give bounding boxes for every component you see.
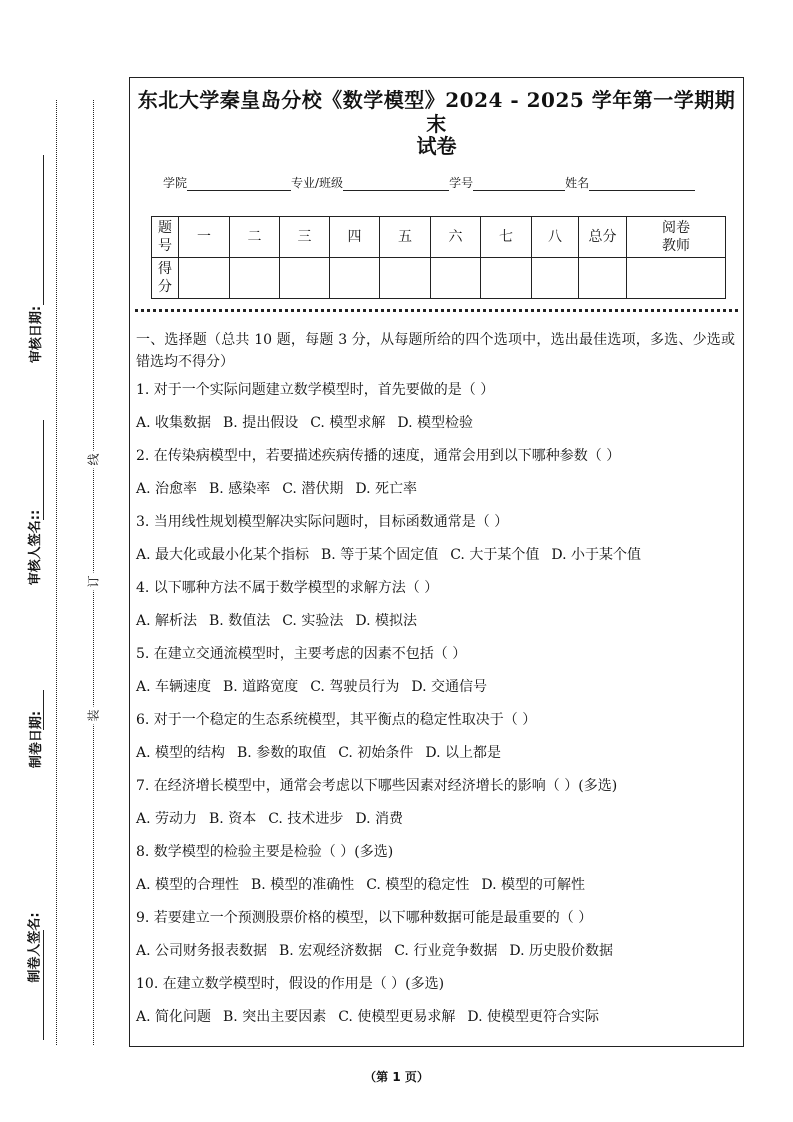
major-class-label: 专业/班级 (291, 176, 344, 190)
dotted-separator (135, 309, 738, 312)
option-a[interactable]: A. 简化问题 (136, 1009, 212, 1025)
question-text: 3. 当用线性规划模型解决实际问题时，目标函数通常是（ ） (136, 514, 509, 530)
binding-dotted-line-outer (56, 100, 57, 1045)
option-a[interactable]: A. 治愈率 (136, 481, 198, 497)
score-cell[interactable] (579, 258, 627, 299)
question-options (136, 876, 735, 909)
college-label: 学院 (163, 176, 188, 190)
score-cell[interactable] (532, 258, 579, 299)
question-options (136, 942, 735, 975)
score-table-score-row (152, 258, 726, 299)
score-cell[interactable] (330, 258, 380, 299)
option-c[interactable]: C. 模型求解 (310, 415, 386, 431)
score-header-cell: 八 (532, 217, 579, 258)
question-options (136, 1008, 735, 1041)
binding-word-ding: 订 (85, 573, 102, 591)
question-text: 1. 对于一个实际问题建立数学模型时，首先要做的是（ ） (136, 382, 495, 398)
section-heading: 一、选择题（总共 10 题，每题 3 分，从每题所给的四个选项中，选出最佳选项，多选、少选或错选均不得分） (136, 332, 735, 370)
name-field[interactable] (589, 177, 695, 191)
score-row-label: 得分 (152, 258, 179, 299)
question-options (136, 744, 735, 777)
option-a[interactable]: A. 收集数据 (136, 415, 212, 431)
name-label: 姓名 (565, 176, 590, 190)
score-header-cell: 四 (330, 217, 380, 258)
question-text: 9. 若要建立一个预测股票价格的模型，以下哪种数据可能是最重要的（ ） (136, 910, 593, 926)
reviewer-signature-label: 审核人签名:: (28, 509, 44, 586)
option-b[interactable]: B. 感染率 (209, 481, 271, 497)
make-date-label: 制卷日期: (29, 710, 45, 769)
option-d[interactable]: D. 死亡率 (355, 481, 417, 497)
option-b[interactable]: B. 提出假设 (223, 415, 299, 431)
option-c[interactable]: C. 模型的稳定性 (366, 877, 470, 893)
page-number: （第 1 页） (364, 1070, 429, 1084)
score-cell[interactable] (627, 258, 726, 299)
option-a[interactable]: A. 最大化或最小化某个指标 (136, 547, 310, 563)
option-b[interactable]: B. 等于某个固定值 (321, 547, 439, 563)
score-header-cell: 三 (280, 217, 330, 258)
option-c[interactable]: C. 初始条件 (338, 745, 414, 761)
score-header-cell: 阅卷教师 (627, 217, 726, 258)
question-options (136, 480, 735, 513)
option-c[interactable]: C. 潜伏期 (282, 481, 344, 497)
question-options (136, 414, 735, 447)
option-d[interactable]: D. 使模型更符合实际 (467, 1009, 599, 1025)
option-c[interactable]: C. 大于某个值 (450, 547, 540, 563)
student-info-row (163, 174, 695, 191)
option-b[interactable]: B. 道路宽度 (223, 679, 299, 695)
student-id-label: 学号 (449, 176, 474, 190)
binding-word-xian: 线 (85, 451, 102, 469)
score-header-cell: 一 (179, 217, 230, 258)
option-d[interactable]: D. 消费 (355, 811, 403, 827)
question-text: 6. 对于一个稳定的生态系统模型，其平衡点的稳定性取决于（ ） (136, 712, 537, 728)
question-options (136, 810, 735, 843)
signature-line-maker (43, 930, 44, 1040)
signature-line-reviewer (43, 420, 44, 520)
score-table (151, 216, 726, 299)
question-section (136, 329, 735, 1041)
score-cell[interactable] (280, 258, 330, 299)
option-d[interactable]: D. 小于某个值 (551, 547, 641, 563)
option-d[interactable]: D. 模拟法 (355, 613, 417, 629)
question-text: 5. 在建立交通流模型时，主要考虑的因素不包括（ ） (136, 646, 467, 662)
score-header-cell: 题号 (152, 217, 179, 258)
score-cell[interactable] (230, 258, 280, 299)
option-c[interactable]: C. 行业竞争数据 (394, 943, 498, 959)
question-text: 2. 在传染病模型中，若要描述疾病传播的速度，通常会用到以下哪种参数（ ） (136, 448, 621, 464)
question-text: 10. 在建立数学模型时，假设的作用是（ ）(多选) (136, 976, 445, 992)
score-cell[interactable] (431, 258, 481, 299)
question-text: 8. 数学模型的检验主要是检验（ ）(多选) (136, 844, 394, 860)
score-table-header-row (152, 217, 726, 258)
option-b[interactable]: B. 资本 (209, 811, 257, 827)
score-header-cell: 七 (481, 217, 532, 258)
question-text: 7. 在经济增长模型中，通常会考虑以下哪些因素对经济增长的影响（ ）(多选) (136, 778, 618, 794)
binding-word-zhuang: 装 (85, 707, 102, 725)
score-header-cell: 总分 (579, 217, 627, 258)
exam-frame (129, 77, 744, 1047)
option-b[interactable]: B. 参数的取值 (237, 745, 327, 761)
option-b[interactable]: B. 数值法 (209, 613, 271, 629)
option-a[interactable]: A. 解析法 (136, 613, 198, 629)
option-b[interactable]: B. 模型的准确性 (251, 877, 355, 893)
option-c[interactable]: C. 实验法 (282, 613, 344, 629)
option-b[interactable]: B. 突出主要因素 (223, 1009, 327, 1025)
question-text: 4. 以下哪种方法不属于数学模型的求解方法（ ） (136, 580, 439, 596)
option-d[interactable]: D. 历史股价数据 (509, 943, 613, 959)
question-options (136, 678, 735, 711)
option-a[interactable]: A. 模型的合理性 (136, 877, 240, 893)
option-b[interactable]: B. 宏观经济数据 (279, 943, 383, 959)
review-date-label: 审核日期: (29, 305, 45, 364)
college-field[interactable] (187, 177, 291, 191)
option-c[interactable]: C. 驾驶员行为 (310, 679, 400, 695)
score-cell[interactable] (380, 258, 431, 299)
maker-signature-label: 制卷人签名: (27, 912, 43, 983)
score-cell[interactable] (179, 258, 230, 299)
signature-line-review-date (43, 155, 44, 305)
exam-title: 东北大学秦皇岛分校《数学模型》2024 - 2025 学年第一学期期末 (137, 88, 736, 136)
option-a[interactable]: A. 模型的结构 (136, 745, 226, 761)
option-d[interactable]: D. 以上都是 (425, 745, 501, 761)
major-class-field[interactable] (343, 177, 449, 191)
score-header-cell: 五 (380, 217, 431, 258)
option-d[interactable]: D. 交通信号 (411, 679, 487, 695)
option-c[interactable]: C. 技术进步 (268, 811, 344, 827)
option-c[interactable]: C. 使模型更易求解 (338, 1009, 456, 1025)
question-options (136, 546, 735, 579)
score-header-cell: 二 (230, 217, 280, 258)
option-d[interactable]: D. 模型的可解性 (481, 877, 585, 893)
option-a[interactable]: A. 公司财务报表数据 (136, 943, 268, 959)
option-a[interactable]: A. 劳动力 (136, 811, 198, 827)
question-list (136, 381, 735, 1041)
score-cell[interactable] (481, 258, 532, 299)
question-options (136, 612, 735, 645)
option-a[interactable]: A. 车辆速度 (136, 679, 212, 695)
option-d[interactable]: D. 模型检验 (397, 415, 473, 431)
score-header-cell: 六 (431, 217, 481, 258)
exam-title-line2: 试卷 (416, 134, 457, 158)
student-id-field[interactable] (473, 177, 565, 191)
